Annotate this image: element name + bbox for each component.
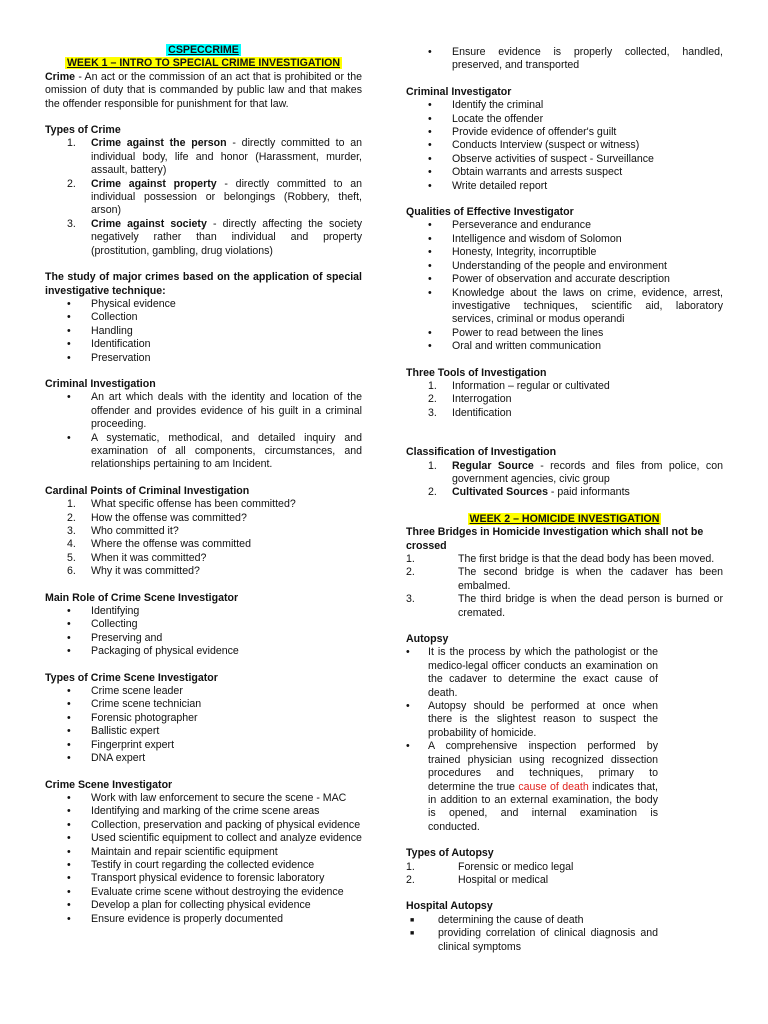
list-item: • Conducts Interview (suspect or witness) [406,139,723,152]
list-item: • Power to read between the lines [406,327,723,340]
list-item: • Testify in court regarding the collected evidence [45,859,362,872]
list-item: • DNA expert [45,752,362,765]
main-role-heading: Main Role of Crime Scene Investigator [45,591,239,604]
list-item: • Used scientific equipment to collect and analyze evidence [45,832,362,845]
doc-title: CSPECCRIME [168,44,239,56]
three-tools-heading: Three Tools of Investigation [406,366,547,379]
list-item: • Perseverance and endurance [406,219,723,232]
types-of-crime-heading: Types of Crime [45,124,121,137]
autopsy-list [406,646,658,834]
types-csi-heading: Types of Crime Scene Investigator [45,671,218,684]
hospital-autopsy-heading: Hospital Autopsy [406,900,493,913]
classification-list [406,460,723,500]
left-column [45,44,362,926]
cardinal-points-list [45,498,362,578]
autopsy-heading: Autopsy [406,633,449,646]
list-item: • Packaging of physical evidence [45,645,362,658]
list-item: 1. Forensic or medico legal [406,860,574,873]
types-autopsy-heading: Types of Autopsy [406,847,494,860]
list-item: • Ballistic expert [45,725,362,738]
cardinal-points-heading: Cardinal Points of Criminal Investigation [45,484,250,497]
list-item: • It is the process by which the pathologist or the medico-legal officer conducts an examination on the cadaver to determine the exact cause of death. [406,646,658,700]
list-item: • Obtain warrants and arrests suspect [406,166,723,179]
list-item: • Maintain and repair scientific equipment [45,846,362,859]
list-item: • Provide evidence of offender's guilt [406,126,723,139]
list-item: 5. When it was committed? [67,551,207,564]
list-item: • Locate the offender [406,113,723,126]
list-item: • Handling [45,325,362,338]
list-item: • Observe activities of suspect - Surveillance [406,153,723,166]
list-item: ■ providing correlation of clinical diagnosis and clinical symptoms [406,927,658,954]
list-item: • Work with law enforcement to secure the scene - MAC [45,792,362,805]
criminal-investigation-heading: Criminal Investigation [45,377,156,390]
list-item: • Collecting [45,618,362,631]
three-bridges-list [406,553,723,620]
list-item: 4. Where the offense was committed [67,538,251,551]
list-item: • Crime scene leader [45,685,362,698]
list-item: • A comprehensive inspection performed by trained physician using recognized dissection procedures and techniques, primary to determine the true cause of death indicates that, in addition to an external examination, the body is opened, and internal examination is conducted. [406,740,658,834]
list-item: • Preserving and [45,632,362,645]
list-item: 2. Crime against property - directly committed to an individual possession or belongings (Robbery, theft, arson) [67,177,363,217]
list-item: • Intelligence and wisdom of Solomon [406,233,723,246]
list-item: 3. Who committed it? [67,525,179,537]
study-heading: The study of major crimes based on the application of special investigative technique: [45,271,362,297]
types-autopsy-list [406,861,723,888]
list-item: • Autopsy should be performed at once when there is the slightest reason to suspect the probability of homicide. [406,700,658,740]
three-bridges-heading: Three Bridges in Homicide Investigation which shall not be crossed [406,526,704,552]
hospital-autopsy-list [406,914,658,954]
list-item: 3. The third bridge is when the dead person is burned or cremated. [406,593,723,619]
list-item: • Oral and written communication [406,340,723,353]
list-item: • Collection, preservation and packing of physical evidence [45,819,362,832]
list-item: 3. Crime against society - directly affecting the society negatively rather than individual and property (prostitution, gambling, drug violations) [67,217,363,257]
list-item: ■ determining the cause of death [406,914,658,927]
list-item: • Write detailed report [406,180,723,193]
list-item: 1. Regular Source - records and files from police, con government agencies, civic group [428,459,723,485]
list-item: • A systematic, methodical, and detailed inquiry and examination of all components, circumstances, and relationships pertaining to am Incident. [45,432,362,472]
main-role-list [45,605,362,659]
types-of-crime-list [45,137,362,258]
study-list [45,298,362,365]
three-tools-list [406,380,723,420]
list-item: 2. Interrogation [428,393,512,406]
list-item: 1. What specific offense has been committed? [67,498,296,511]
list-item: 3. Identification [428,406,512,419]
list-item: • Forensic photographer [45,712,362,725]
week1-heading: WEEK 1 – INTRO TO SPECIAL CRIME INVESTIGATION [66,57,341,70]
criminal-investigation-list [45,391,362,471]
list-item: • Crime scene technician [45,698,362,711]
criminal-investigator-list [406,99,723,193]
criminal-investigator-heading: Criminal Investigator [406,85,512,98]
list-item: • Knowledge about the laws on crime, evidence, arrest, investigative techniques, scientific aid, laboratory services, criminal or modus operandi [406,287,723,327]
list-item: • Physical evidence [45,298,362,311]
list-item: 1. Information – regular or cultivated [428,379,610,392]
list-item: 2. Hospital or medical [406,873,549,886]
csi-list [45,792,362,926]
list-item: • Collection [45,311,362,324]
list-item: • Identifying [45,605,362,618]
list-item: • Ensure evidence is properly collected, handled, preserved, and transported [406,46,723,73]
list-item: 2. Cultivated Sources - paid informants [428,486,630,499]
list-item: • Fingerprint expert [45,739,362,752]
list-item: • Honesty, Integrity, incorruptible [406,246,723,259]
list-item: • Identification [45,338,362,351]
qualities-list [406,219,723,353]
list-item: • Transport physical evidence to forensic laboratory [45,872,362,885]
list-item: • Develop a plan for collecting physical evidence [45,899,362,912]
classification-heading: Classification of Investigation [406,446,557,459]
types-csi-list [45,685,362,765]
csi-heading: Crime Scene Investigator [45,778,173,791]
list-item: • Understanding of the people and environment [406,260,723,273]
qualities-heading: Qualities of Effective Investigator [406,206,574,219]
list-item: 1. Crime against the person - directly committed to an individual body, life and honor (Harassment, murder, assault, battery) [67,137,363,177]
list-item: 6. Why it was committed? [67,565,200,578]
list-item: • Identifying and marking of the crime scene areas [45,805,362,818]
list-item: 2. The second bridge is when the cadaver has been embalmed. [406,566,723,592]
list-item: 2. How the offense was committed? [67,511,247,524]
list-item: • Evaluate crime scene without destroying the evidence [45,886,362,899]
list-item: • Preservation [45,352,362,365]
list-item: • Ensure evidence is properly documented [45,913,362,926]
right-column [406,46,723,954]
crime-definition: Crime - An act or the commission of an act that is prohibited or the omission of duty that is commanded by public law and that makes the offender responsible for punishment for that law. [45,70,362,110]
csi-list-continued [406,46,723,73]
list-item: 1. The first bridge is that the dead body has been moved. [406,553,715,565]
list-item: • Identify the criminal [406,99,723,112]
list-item: • Power of observation and accurate description [406,273,723,286]
week2-heading: WEEK 2 – HOMICIDE INVESTIGATION [469,512,660,525]
list-item: • An art which deals with the identity and location of the offender and provides evidence of his guilt in a criminal proceeding. [45,391,362,431]
